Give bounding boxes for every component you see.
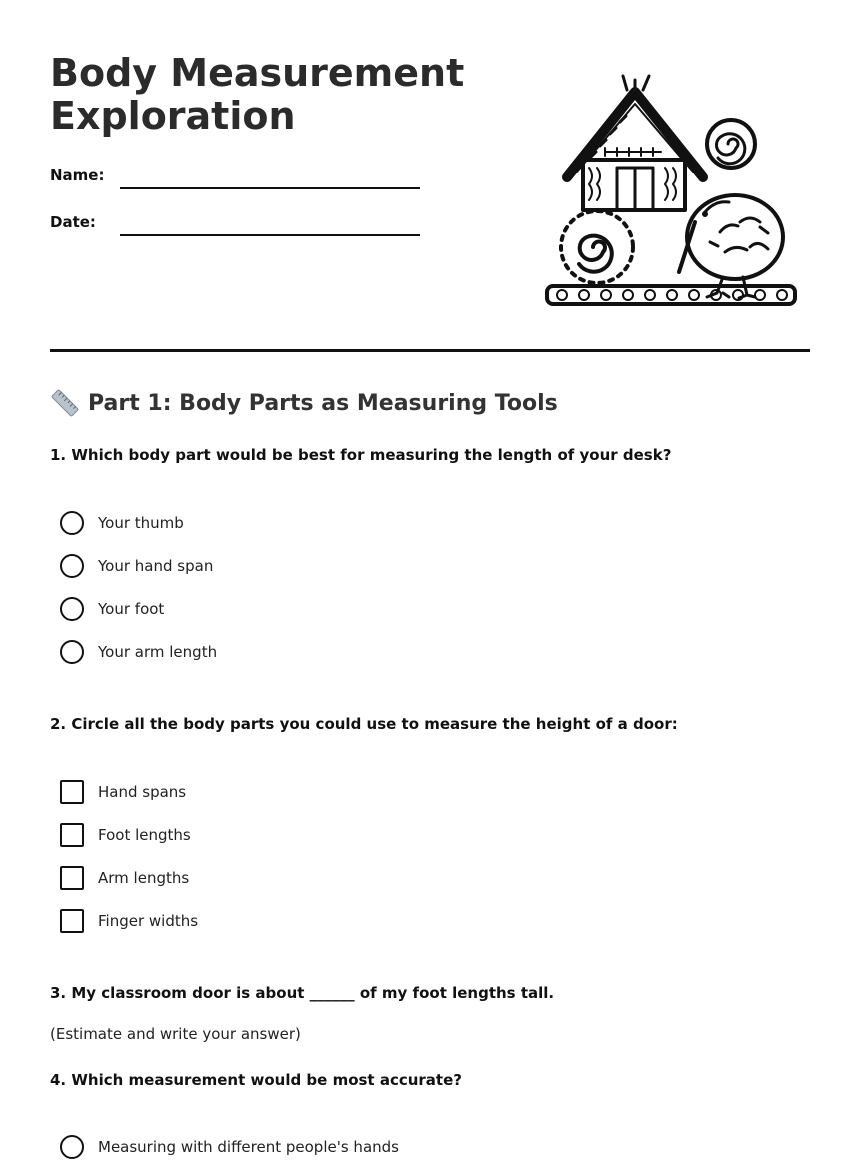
q2-option-arm-lengths[interactable] xyxy=(60,866,189,890)
radio-button[interactable] xyxy=(60,1135,84,1159)
part1-heading xyxy=(50,388,558,418)
name-label: Name: xyxy=(50,166,105,184)
section-divider xyxy=(50,349,810,352)
option-label: Your thumb xyxy=(98,514,184,532)
option-label: Measuring with different people's hands xyxy=(98,1138,399,1156)
option-label: Your hand span xyxy=(98,557,214,575)
q1-option-foot[interactable] xyxy=(60,597,164,621)
question-3: 3. My classroom door is about ______ of my foot lengths tall. xyxy=(50,984,555,1002)
q2-option-finger-widths[interactable] xyxy=(60,909,198,933)
question-4: 4. Which measurement would be most accurate? xyxy=(50,1071,462,1089)
date-field[interactable] xyxy=(120,234,420,236)
checkbox[interactable] xyxy=(60,823,84,847)
q2-option-foot-lengths[interactable] xyxy=(60,823,191,847)
checkbox[interactable] xyxy=(60,780,84,804)
option-label: Your arm length xyxy=(98,643,218,661)
name-field[interactable] xyxy=(120,187,420,189)
ruler-icon xyxy=(50,388,80,418)
radio-button[interactable] xyxy=(60,511,84,535)
checkbox[interactable] xyxy=(60,866,84,890)
radio-button[interactable] xyxy=(60,554,84,578)
question-1: 1. Which body part would be best for measuring the length of your desk? xyxy=(50,446,672,464)
wharenui-kiwi-illustration xyxy=(545,72,800,312)
q4-option-different-hands[interactable] xyxy=(60,1135,399,1159)
option-label: Hand spans xyxy=(98,783,187,801)
date-label: Date: xyxy=(50,213,96,231)
q2-option-hand-spans[interactable] xyxy=(60,780,186,804)
question-3-note: (Estimate and write your answer) xyxy=(50,1025,301,1043)
radio-button[interactable] xyxy=(60,597,84,621)
q1-option-thumb[interactable] xyxy=(60,511,184,535)
option-label: Arm lengths xyxy=(98,869,190,887)
q1-option-hand-span[interactable] xyxy=(60,554,213,578)
option-label: Foot lengths xyxy=(98,826,191,844)
question-2: 2. Circle all the body parts you could use to measure the height of a door: xyxy=(50,715,678,733)
part1-heading-text: Part 1: Body Parts as Measuring Tools xyxy=(88,390,558,416)
radio-button[interactable] xyxy=(60,640,84,664)
page-title: Body Measurement Exploration xyxy=(50,51,465,138)
q1-option-arm-length[interactable] xyxy=(60,640,217,664)
option-label: Finger widths xyxy=(98,912,199,930)
option-label: Your foot xyxy=(98,600,165,618)
checkbox[interactable] xyxy=(60,909,84,933)
